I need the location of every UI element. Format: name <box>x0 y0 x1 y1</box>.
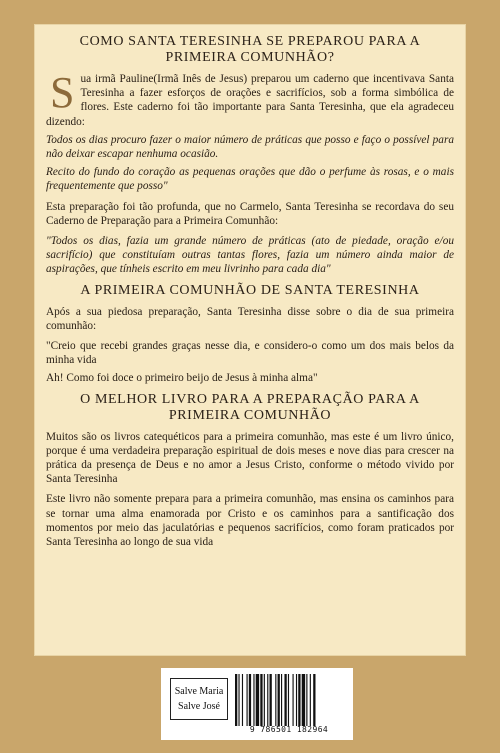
quote-prayers: Recito do fundo do coração as pequenas orações que dão o perfume às rosas, e o mais frequentemente que posso" <box>46 166 454 193</box>
publisher-logo-line2: Salve José <box>178 701 220 712</box>
quote-practices: Todos os dias procuro fazer o maior número de práticas que posso e faço o possível para não deixar escapar nenhuma ocasião. <box>46 133 454 161</box>
publisher-logo <box>170 678 228 720</box>
heading-best-book: O MELHOR LIVRO PARA A PREPARAÇÃO PARA A PRIMEIRA COMUNHÃO <box>80 391 420 423</box>
isbn-number: 9 786501 182964 <box>249 725 329 734</box>
barcode-box <box>161 668 353 740</box>
after-preparation-paragraph: Após a sua piedosa preparação, Santa Teresinha disse sobre o dia de sua primeira comunhão: <box>46 305 454 332</box>
publisher-logo-line1: Salve Maria <box>174 686 224 697</box>
quote-first-kiss: Ah! Como foi doce o primeiro beijo de Jesus à minha alma" <box>46 372 318 385</box>
back-cover-panel <box>34 24 466 656</box>
barcode-icon <box>233 674 345 726</box>
dropcap-letter: S <box>50 68 75 117</box>
quote-notebook: "Todos os dias, fazia um grande número de práticas (ato de piedade, oração e/ou sacrifício) que constituíam outras tantas flores, fazia um número ainda maior de aspirações, que tínheis escrito em meu livrinho para cada dia" <box>46 235 454 276</box>
heading-first-communion: A PRIMEIRA COMUNHÃO DE SANTA TERESINHA <box>80 282 420 298</box>
heading-preparation: COMO SANTA TERESINHA SE PREPAROU PARA A PRIMEIRA COMUNHÃO? <box>79 34 421 65</box>
carmel-paragraph: Esta preparação foi tão profunda, que no Carmelo, Santa Teresinha se recordava do seu Caderno de Preparação para a Primeira Comunhão: <box>46 200 454 227</box>
quote-graces: "Creio que recebi grandes graças nesse dia, e considero-o como um dos mais belos da minha vida <box>46 340 454 367</box>
book-paragraph-1: Muitos são os livros catequéticos para a primeira comunhão, mas este é um livro único, porque é uma verdadeira preparação espiritual de dois meses e nove dias para crescer na prática da presença de Deus e no amor a Jesus Cristo, conforme o método vivido por Santa Teresinha <box>46 430 454 486</box>
intro-paragraph: ua irmã Pauline(Irmã Inês de Jesus) preparou um caderno que incentivava Santa Teresinha a fazer esforços de orações e sacrifícios, sob a forma simbólica de flores. Este caderno foi tão importante para Santa Teresinha, que ela agradeceu dizendo: <box>46 73 454 128</box>
panel-content <box>34 24 466 549</box>
intro-paragraph-block <box>46 68 454 129</box>
book-paragraph-2: Este livro não somente prepara para a primeira comunhão, mas ensina os caminhos para se tornar uma alma enamorada por Cristo e os caminhos para a santificação dos momentos por meio das jaculatórias e pequenos sacrifícios, como foram praticados por Santa Teresinha ao longo de sua vida <box>46 493 454 549</box>
